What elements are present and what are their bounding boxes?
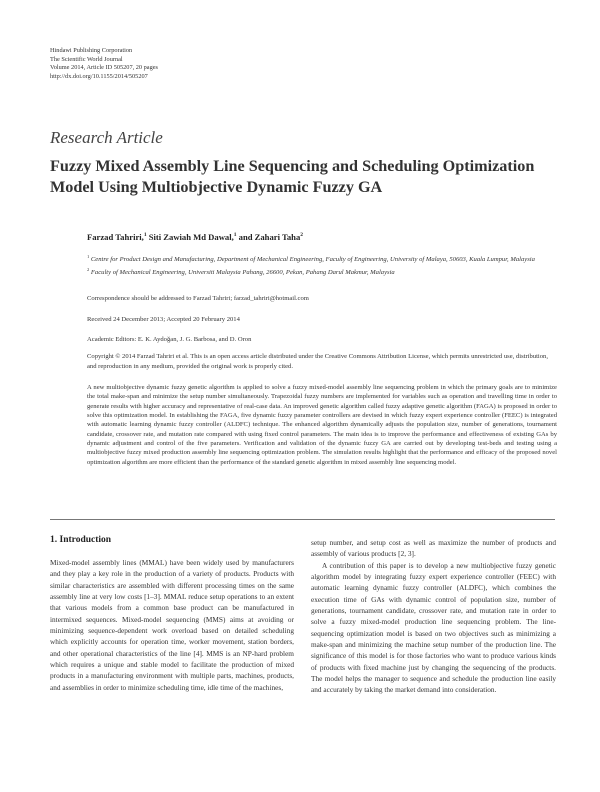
affiliation-item: $^1$ Centre for Product Design and Manufacturing, Department of Mechanical Engineering, Faculty of Engineering, University of Malaya, 50603, Kuala Lumpur, Malaysia [87, 254, 535, 264]
affiliation-item: $^2$ Faculty of Mechanical Engineering, Universiti Malaysia Pahang, 26600, Pekan, Pahang Darul Makmur, Malaysia [87, 266, 395, 276]
author-name[interactable]: and Zahari Taha [238, 232, 301, 242]
academic-editors: Academic Editors: E. K. Aydoğan, J. G. Barbosa, and D. Oron [87, 336, 252, 343]
affiliations [87, 252, 557, 278]
abstract-text: A new multiobjective dynamic fuzzy genetic algorithm is applied to solve a fuzzy mixed-model assembly line sequencing problem in which the primary goals are to minimize the total make-span and minimize the setup number simultaneously. Trapezoidal fuzzy numbers are implemented for variables such as operation and travelling time in order to generate results with higher accuracy and representative of real-case data. An improved genetic algorithm called fuzzy adaptive genetic algorithm (FAGA) is proposed in order to solve this optimization model. In establishing the FAGA, five dynamic fuzzy parameter controllers are devised in which fuzzy expert experience controller (FEEC) is integrated with automatic learning dynamic fuzzy controller (ALDFC) technique. The enhanced algorithm dynamically adjusts the population size, number of generations, tournament candidate, crossover rate, and mutation rate compared with using fixed control parameters. The main idea is to improve the performance and effectiveness of existing GAs by dynamic adjustment and control of the five parameters. Verification and validation of the dynamic fuzzy GA are carried out by developing test-beds and testing using a multiobjective fuzzy mixed production assembly line sequencing optimization problem. The simulation results highlight that the performance and efficacy of the proposed novel optimization algorithm are more efficient than the performance of the standard genetic algorithm in mixed assembly line sequencing model. [87, 384, 557, 466]
journal-name: The Scientific World Journal [50, 55, 123, 63]
author-affil-mark: 1 [143, 232, 147, 239]
intro-paragraph: Mixed-model assembly lines (MMAL) have been widely used by manufacturers and they play a key role in the production of a variety of products. Products with similar characteristics are assembled with different processing times on the same assembly line at very low costs [1–3]. MMAL reduce setup operations to an extent that various models from a common base product can be manufactured in intermixed sequences. Mixed-model sequencing (MMS) aims at avoiding or minimizing sequence-dependent work overload based on detailed scheduling which explicitly accounts for operation time, worker movement, station borders, and other operational characteristics of the line [4]. MMS is an NP-hard problem which requires a unique and stable model to facilitate the production of mixed products in a manufacturing environment with multiple parts, machines, products, and assemblies in order to minimize scheduling time, idle time of the machines, [50, 558, 294, 692]
right-column [311, 537, 556, 696]
volume-info: Volume 2014, Article ID 505207, 20 pages [50, 64, 158, 72]
article-type: Research Article [50, 128, 163, 147]
copyright-notice: Copyright © 2014 Farzad Tahriri et al. This is an open access article distributed under the Creative Commons Attribution License, which permits unrestricted use, distribution, and reproduction in any medium, provided the original work is properly cited. [87, 353, 549, 370]
correspondence-note: Correspondence should be addressed to Farzad Tahriri; farzad_tahriri@hotmail.com [87, 295, 309, 302]
author-name[interactable]: Farzad Tahriri, [87, 232, 144, 242]
received-accepted-dates: Received 24 December 2013; Accepted 20 February 2014 [87, 316, 240, 323]
journal-header [50, 47, 158, 81]
doi-link[interactable]: http://dx.doi.org/10.1155/2014/505207 [50, 72, 148, 80]
article-title: Fuzzy Mixed Assembly Line Sequencing and Scheduling Optimization Model Using Multiobjective Dynamic Fuzzy GA [50, 157, 535, 196]
author-list [87, 232, 303, 242]
introduction-heading: 1. Introduction [50, 535, 112, 545]
left-column [50, 557, 294, 693]
author-affil-mark: 1 [233, 232, 237, 239]
intro-paragraph-continued: setup number, and setup cost as well as maximize the number of products and assembly of various products [2, 3]. [311, 538, 556, 559]
author-affil-mark: 2 [300, 232, 304, 239]
contribution-paragraph: A contribution of this paper is to develop a new multiobjective fuzzy genetic algorithm model by integrating fuzzy expert experience controller (FEEC) with automatic learning dynamic fuzzy controller (ALDFC), which combines the execution time of GAs with dynamic control of population size, number of generations, tournament candidate, crossover rate, and mutation rate in order to solve a fuzzy mixed-model production line sequencing problem. The line-sequencing optimization model is based on two objectives such as minimizing a make-span and minimizing the machine setup number of the production line. The significance of this model is for those factories who want to produce various kinds of products with fixed machine just by changing the sequencing of the products. The model helps the manager to sequence and schedule the production line easily and accurately by taking the market demand into consideration. [311, 560, 556, 695]
author-name[interactable]: Siti Zawiah Md Dawal, [148, 232, 234, 242]
publisher: Hindawi Publishing Corporation [50, 47, 133, 54]
section-divider [50, 519, 555, 520]
